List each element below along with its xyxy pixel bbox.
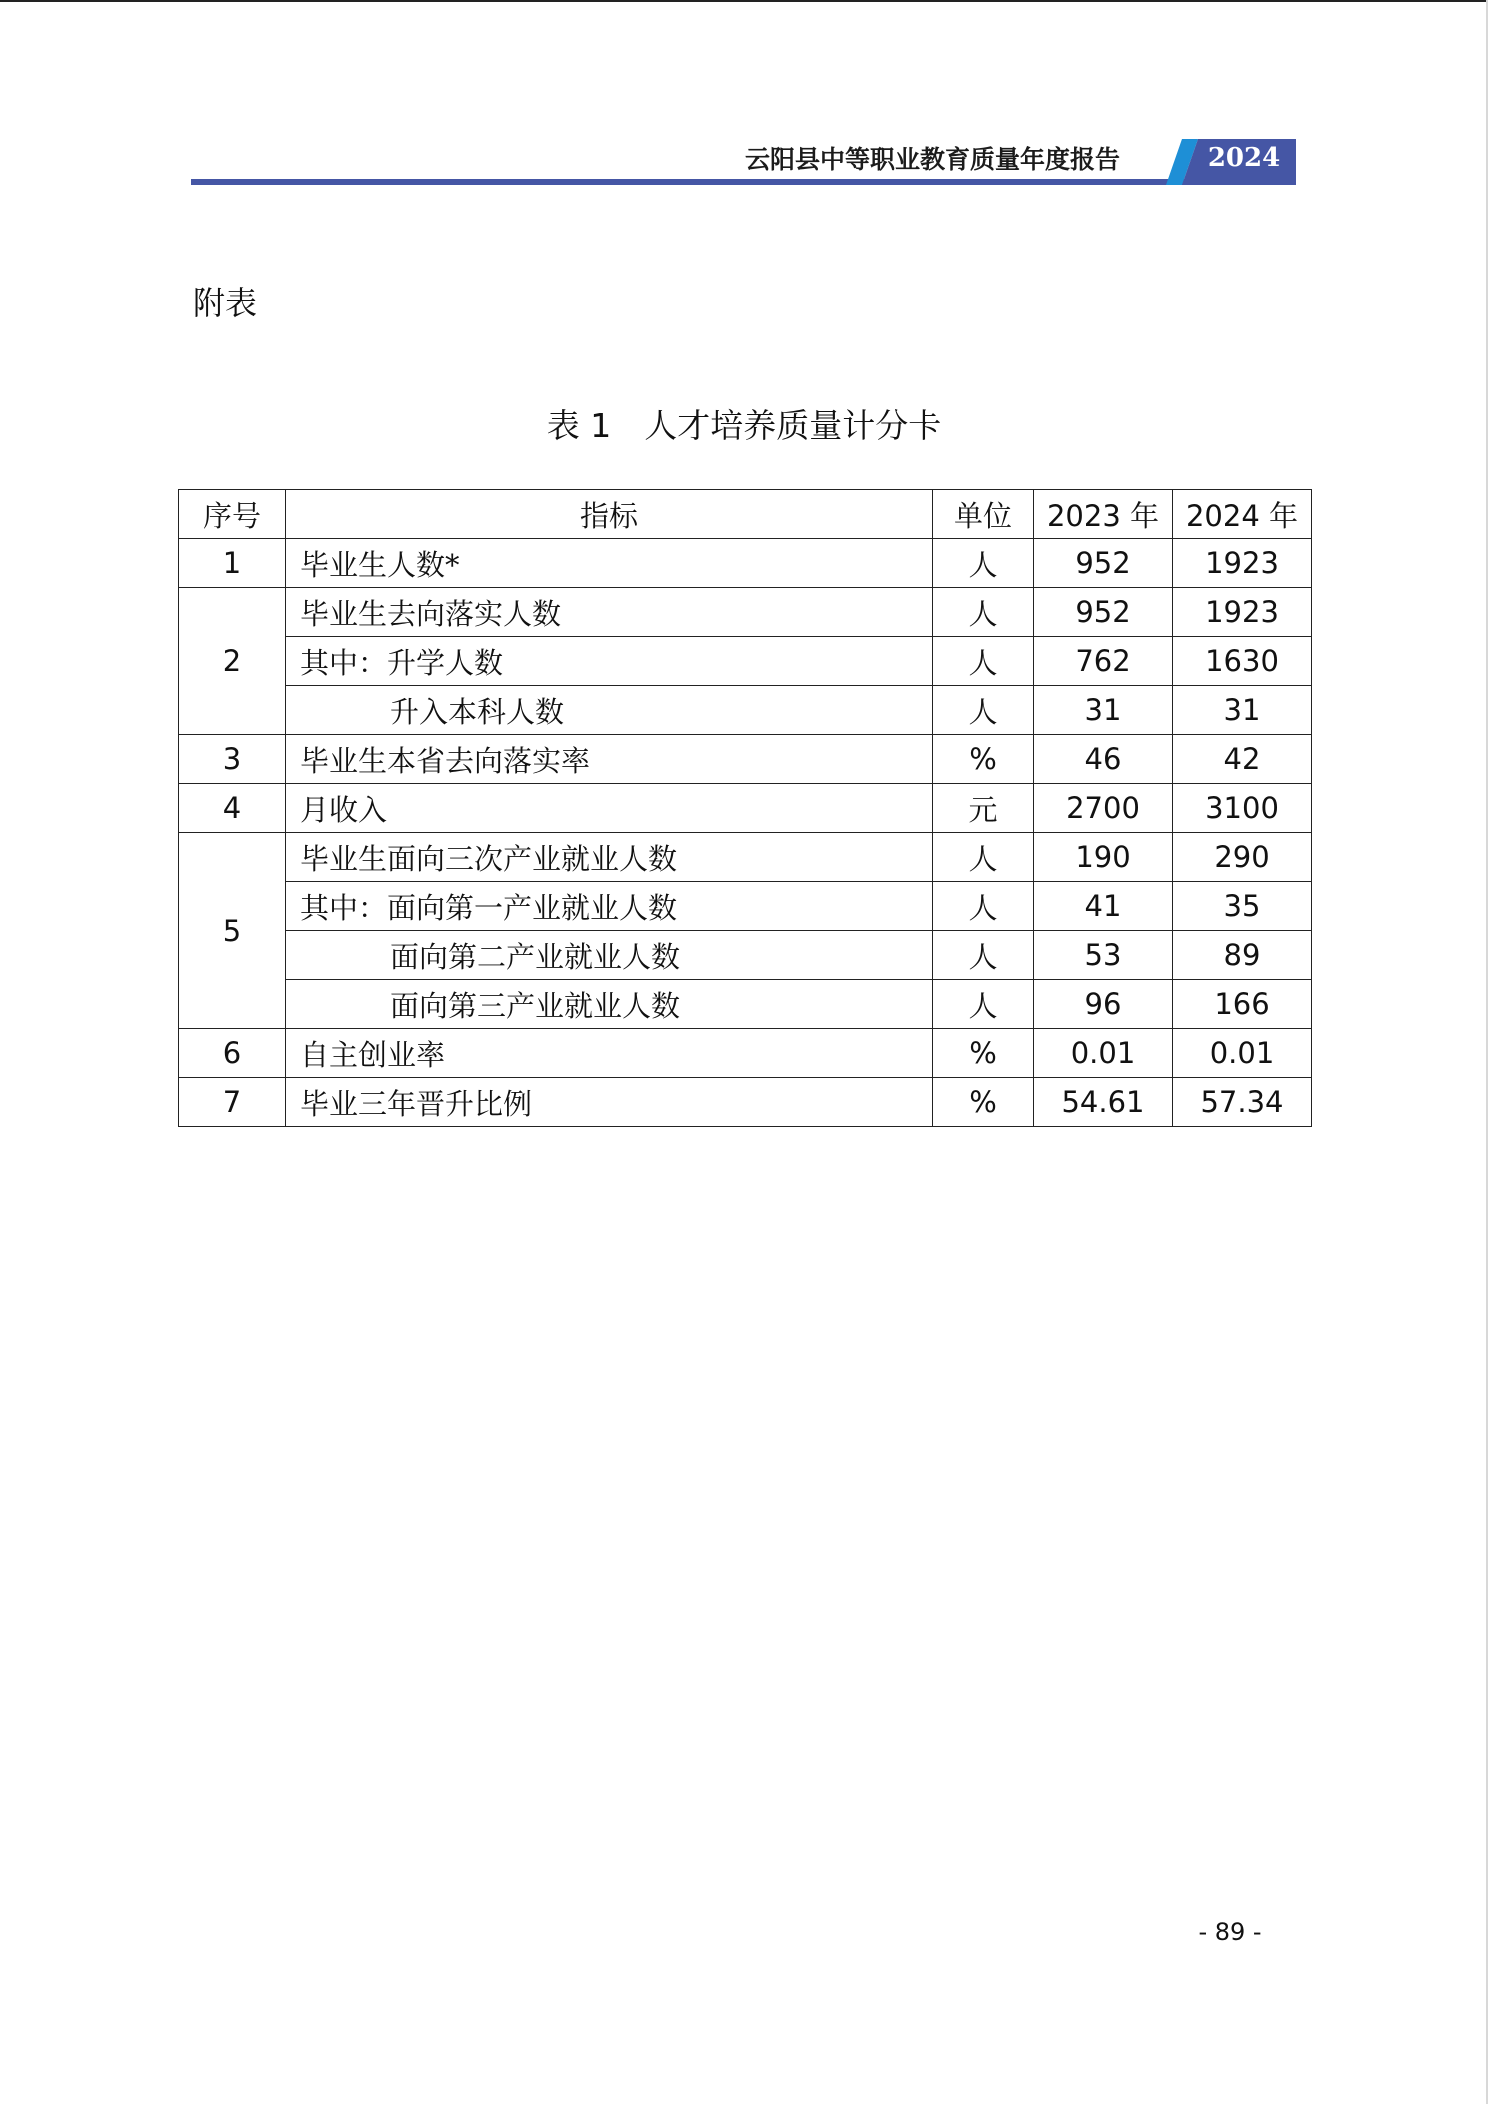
row-indicator: 毕业三年晋升比例: [286, 1078, 933, 1127]
row-unit: 人: [933, 833, 1034, 882]
badge-year-text: 2024: [1207, 143, 1281, 173]
page-number: - 89 -: [1198, 1918, 1262, 1946]
row-value-2024: 42: [1173, 735, 1312, 784]
table-row: [179, 735, 1312, 784]
row-seq: 5: [179, 833, 286, 1029]
row-indicator: 其中：升学人数: [286, 637, 933, 686]
column-header-indicator: 指标: [286, 490, 933, 539]
table-row: [179, 1029, 1312, 1078]
row-indicator: 毕业生本省去向落实率: [286, 735, 933, 784]
row-value-2024: 31: [1173, 686, 1312, 735]
row-unit: %: [933, 1029, 1034, 1078]
table-row: [179, 784, 1312, 833]
row-value-2023: 0.01: [1034, 1029, 1173, 1078]
row-indicator: 月收入: [286, 784, 933, 833]
row-seq: 7: [179, 1078, 286, 1127]
row-value-2024: 1923: [1173, 588, 1312, 637]
row-value-2023: 952: [1034, 588, 1173, 637]
row-value-2024: 0.01: [1173, 1029, 1312, 1078]
talent-quality-scorecard-table: [178, 489, 1312, 1127]
row-unit: 人: [933, 637, 1034, 686]
header-rule: [191, 179, 1296, 185]
year-badge: [1162, 139, 1296, 185]
table-header-row: [179, 490, 1312, 539]
column-header-unit: 单位: [933, 490, 1034, 539]
row-value-2023: 53: [1034, 931, 1173, 980]
row-indicator: 面向第三产业就业人数: [286, 980, 933, 1029]
report-header-title: 云阳县中等职业教育质量年度报告: [744, 145, 1120, 174]
row-indicator: 自主创业率: [286, 1029, 933, 1078]
row-value-2024: 1630: [1173, 637, 1312, 686]
column-header-2023: 2023 年: [1034, 490, 1173, 539]
row-value-2024: 35: [1173, 882, 1312, 931]
row-value-2023: 952: [1034, 539, 1173, 588]
row-seq: 1: [179, 539, 286, 588]
table-row: [179, 833, 1312, 882]
row-unit: 人: [933, 686, 1034, 735]
row-unit: 人: [933, 882, 1034, 931]
table-row: [179, 931, 1312, 980]
row-seq: 3: [179, 735, 286, 784]
row-indicator: 面向第二产业就业人数: [286, 931, 933, 980]
row-unit: 元: [933, 784, 1034, 833]
row-value-2023: 762: [1034, 637, 1173, 686]
row-indicator: 毕业生面向三次产业就业人数: [286, 833, 933, 882]
row-unit: 人: [933, 588, 1034, 637]
table-row: [179, 539, 1312, 588]
row-value-2024: 3100: [1173, 784, 1312, 833]
row-value-2023: 54.61: [1034, 1078, 1173, 1127]
table-row: [179, 637, 1312, 686]
table-row: [179, 980, 1312, 1029]
row-value-2023: 41: [1034, 882, 1173, 931]
row-unit: %: [933, 735, 1034, 784]
row-value-2024: 89: [1173, 931, 1312, 980]
row-indicator: 其中：面向第一产业就业人数: [286, 882, 933, 931]
row-unit: %: [933, 1078, 1034, 1127]
row-unit: 人: [933, 931, 1034, 980]
table-row: [179, 1078, 1312, 1127]
row-value-2024: 166: [1173, 980, 1312, 1029]
row-value-2024: 1923: [1173, 539, 1312, 588]
row-seq: 2: [179, 588, 286, 735]
table-row: [179, 882, 1312, 931]
column-header-2024: 2024 年: [1173, 490, 1312, 539]
row-seq: 6: [179, 1029, 286, 1078]
row-value-2024: 57.34: [1173, 1078, 1312, 1127]
page-top-border: [0, 0, 1488, 2]
section-title: 附表: [193, 284, 258, 322]
table-row: [179, 686, 1312, 735]
row-value-2023: 190: [1034, 833, 1173, 882]
row-indicator: 毕业生去向落实人数: [286, 588, 933, 637]
row-value-2024: 290: [1173, 833, 1312, 882]
column-header-seq: 序号: [179, 490, 286, 539]
row-indicator: 升入本科人数: [286, 686, 933, 735]
table-caption: 表 1 人才培养质量计分卡: [546, 406, 942, 445]
row-unit: 人: [933, 539, 1034, 588]
row-indicator: 毕业生人数*: [286, 539, 933, 588]
row-value-2023: 46: [1034, 735, 1173, 784]
row-value-2023: 96: [1034, 980, 1173, 1029]
row-value-2023: 2700: [1034, 784, 1173, 833]
row-seq: 4: [179, 784, 286, 833]
row-unit: 人: [933, 980, 1034, 1029]
row-value-2023: 31: [1034, 686, 1173, 735]
table-row: [179, 588, 1312, 637]
